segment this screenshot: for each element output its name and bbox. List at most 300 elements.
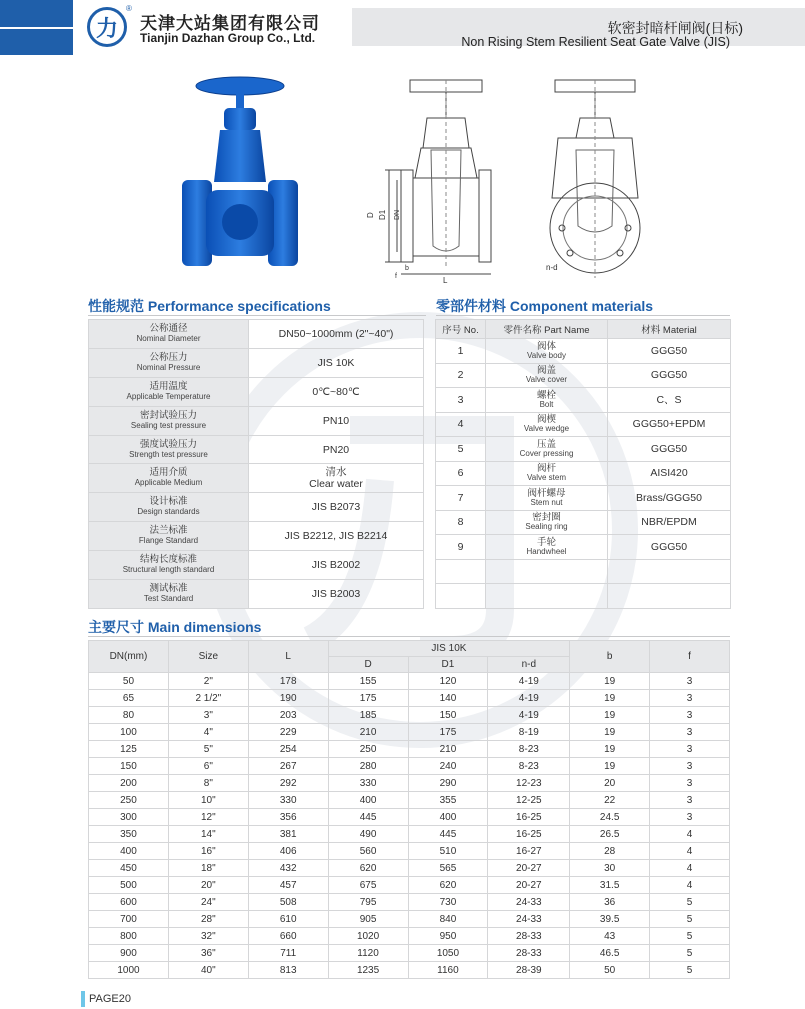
dimension-cell: 32" xyxy=(168,928,248,945)
dimension-cell: 16" xyxy=(168,843,248,860)
dimension-cell: 175 xyxy=(328,690,408,707)
dimension-cell: 50 xyxy=(570,962,650,979)
dimension-cell: 500 xyxy=(89,877,169,894)
dimensions-table xyxy=(88,640,730,979)
component-part xyxy=(486,510,608,535)
header-dn: DN(mm) xyxy=(89,641,169,673)
dimension-cell: 8-19 xyxy=(488,724,570,741)
dimension-row xyxy=(89,775,730,792)
spec-label xyxy=(89,551,249,580)
dimension-cell: 10" xyxy=(168,792,248,809)
dimension-cell: 565 xyxy=(408,860,488,877)
dimension-cell: 8-23 xyxy=(488,741,570,758)
component-material: GGG50 xyxy=(608,339,731,364)
spec-value xyxy=(249,348,424,377)
dimension-cell: 120 xyxy=(408,673,488,690)
dimension-cell: 711 xyxy=(248,945,328,962)
dimension-cell: 290 xyxy=(408,775,488,792)
performance-row xyxy=(89,551,424,580)
dimension-cell: 140 xyxy=(408,690,488,707)
dimension-cell: 5 xyxy=(650,962,730,979)
dimension-cell: 700 xyxy=(89,911,169,928)
dimension-cell: 5 xyxy=(650,911,730,928)
dimension-cell: 620 xyxy=(328,860,408,877)
dimension-cell: 19 xyxy=(570,741,650,758)
spec-label-en: Applicable Temperature xyxy=(126,391,211,401)
component-material: NBR/EPDM xyxy=(608,510,731,535)
spec-label-cn: 设计标准 xyxy=(149,496,188,508)
dimension-cell: 20 xyxy=(570,775,650,792)
dimension-cell: 5 xyxy=(650,894,730,911)
component-part xyxy=(486,584,608,609)
dimension-cell: 3 xyxy=(650,707,730,724)
dimension-cell: 356 xyxy=(248,809,328,826)
spec-value-text: DN50~1000mm (2"~40") xyxy=(278,327,394,340)
component-part-cn: 压盖 xyxy=(536,438,556,450)
components-rule xyxy=(436,315,730,316)
dimension-cell: 254 xyxy=(248,741,328,758)
dimension-row xyxy=(89,707,730,724)
dimension-cell: 4" xyxy=(168,724,248,741)
dimension-cell: 355 xyxy=(408,792,488,809)
dimension-cell: 3 xyxy=(650,741,730,758)
dimension-cell: 43 xyxy=(570,928,650,945)
component-part xyxy=(486,486,608,511)
company-logo: 力 xyxy=(87,7,127,47)
dimension-cell: 28-33 xyxy=(488,945,570,962)
dimension-cell: 31.5 xyxy=(570,877,650,894)
dimension-cell: 19 xyxy=(570,673,650,690)
dimension-cell: 3 xyxy=(650,673,730,690)
spec-value xyxy=(249,377,424,406)
component-part xyxy=(486,363,608,388)
dimension-cell: 508 xyxy=(248,894,328,911)
component-no: 2 xyxy=(436,363,486,388)
dimension-cell: 20" xyxy=(168,877,248,894)
dimension-cell: 22 xyxy=(570,792,650,809)
component-part-cn: 阀杆 xyxy=(536,463,556,475)
spec-label xyxy=(89,435,249,464)
performance-row xyxy=(89,522,424,551)
header-D1: D1 xyxy=(408,657,488,673)
product-title-cn: 软密封暗杆闸阀(日标) xyxy=(607,20,743,36)
spec-label-cn: 结构长度标准 xyxy=(139,554,197,566)
dimension-cell: 900 xyxy=(89,945,169,962)
performance-row xyxy=(89,464,424,493)
component-part xyxy=(486,388,608,413)
spec-value xyxy=(249,493,424,522)
spec-label-cn: 法兰标准 xyxy=(149,525,188,537)
dimension-cell: 240 xyxy=(408,758,488,775)
dimension-cell: 730 xyxy=(408,894,488,911)
dimension-row xyxy=(89,860,730,877)
dimension-row xyxy=(89,673,730,690)
dimension-cell: 330 xyxy=(328,775,408,792)
spec-value xyxy=(249,406,424,435)
dimension-cell: 3" xyxy=(168,707,248,724)
dimension-cell: 24.5 xyxy=(570,809,650,826)
dimension-cell: 400 xyxy=(89,843,169,860)
dimension-cell: 3 xyxy=(650,724,730,741)
component-part-en: Sealing ring xyxy=(525,522,568,532)
dimension-cell: 210 xyxy=(328,724,408,741)
component-row xyxy=(436,339,731,364)
component-material: C、S xyxy=(608,388,731,413)
dimension-cell: 610 xyxy=(248,911,328,928)
spec-label xyxy=(89,493,249,522)
dimension-cell: 510 xyxy=(408,843,488,860)
dimension-cell: 560 xyxy=(328,843,408,860)
dimension-row xyxy=(89,724,730,741)
header-size: Size xyxy=(168,641,248,673)
dimension-cell: 1000 xyxy=(89,962,169,979)
spec-label-en: Flange Standard xyxy=(138,536,199,546)
dimension-cell: 18" xyxy=(168,860,248,877)
dimension-cell: 14" xyxy=(168,826,248,843)
spec-label-cn: 强度试验压力 xyxy=(139,438,197,450)
dimensions-rule xyxy=(88,636,730,637)
spec-value xyxy=(249,435,424,464)
dimension-cell: 800 xyxy=(89,928,169,945)
dimension-cell: 4 xyxy=(650,860,730,877)
dimension-cell: 5" xyxy=(168,741,248,758)
dimension-cell: 24" xyxy=(168,894,248,911)
component-part-en: Valve cover xyxy=(525,375,568,385)
component-no: 4 xyxy=(436,412,486,437)
spec-label xyxy=(89,464,249,493)
dimension-cell: 2 1/2" xyxy=(168,690,248,707)
component-row xyxy=(436,535,731,560)
dimension-cell: 178 xyxy=(248,673,328,690)
dimension-cell: 950 xyxy=(408,928,488,945)
dimension-cell: 445 xyxy=(328,809,408,826)
valve-product-image xyxy=(180,72,300,282)
dimension-cell: 400 xyxy=(408,809,488,826)
spec-value-text: JIS B2212, JIS B2214 xyxy=(284,530,388,543)
spec-label xyxy=(89,522,249,551)
component-no: 6 xyxy=(436,461,486,486)
header-f: f xyxy=(650,641,730,673)
dimensions-section-title: 主要尺寸 Main dimensions xyxy=(88,619,262,635)
spec-label-en: Applicable Medium xyxy=(134,478,203,488)
dimension-cell: 28-39 xyxy=(488,962,570,979)
spec-label xyxy=(89,406,249,435)
registered-mark: ® xyxy=(126,4,132,13)
component-no: 7 xyxy=(436,486,486,511)
dimension-row xyxy=(89,843,730,860)
dimension-cell: 210 xyxy=(408,741,488,758)
performance-row xyxy=(89,493,424,522)
valve-section-drawing xyxy=(365,78,515,288)
dimension-cell: 28-33 xyxy=(488,928,570,945)
components-header-row xyxy=(436,320,731,339)
dimension-cell: 330 xyxy=(248,792,328,809)
dimension-cell: 155 xyxy=(328,673,408,690)
spec-label xyxy=(89,377,249,406)
dimension-cell: 46.5 xyxy=(570,945,650,962)
dimension-cell: 24-33 xyxy=(488,911,570,928)
dimension-cell: 39.5 xyxy=(570,911,650,928)
dimension-cell: 24-33 xyxy=(488,894,570,911)
header-no: 序号 No. xyxy=(436,320,486,339)
component-material xyxy=(608,584,731,609)
dimension-cell: 36 xyxy=(570,894,650,911)
header-material: 材料 Material xyxy=(608,320,731,339)
page-marker xyxy=(81,991,85,1007)
dimension-cell: 267 xyxy=(248,758,328,775)
dimension-cell: 840 xyxy=(408,911,488,928)
spec-label-cn: 公称压力 xyxy=(149,351,188,363)
dimension-row xyxy=(89,945,730,962)
dimension-cell: 4-19 xyxy=(488,690,570,707)
dimension-cell: 16-27 xyxy=(488,843,570,860)
spec-value xyxy=(249,320,424,349)
component-part-cn: 密封圈 xyxy=(532,512,561,524)
performance-rule xyxy=(88,315,426,316)
header-nd: n-d xyxy=(488,657,570,673)
component-row xyxy=(436,510,731,535)
component-material: GGG50 xyxy=(608,363,731,388)
component-part-cn: 手轮 xyxy=(536,536,556,548)
dimension-cell: 1160 xyxy=(408,962,488,979)
dimension-cell: 660 xyxy=(248,928,328,945)
dimension-cell: 65 xyxy=(89,690,169,707)
component-part xyxy=(486,437,608,462)
component-material: GGG50+EPDM xyxy=(608,412,731,437)
dimension-cell: 80 xyxy=(89,707,169,724)
component-material: AISI420 xyxy=(608,461,731,486)
dimension-cell: 5 xyxy=(650,928,730,945)
title-bar xyxy=(352,8,805,49)
dimension-cell: 795 xyxy=(328,894,408,911)
dimension-row xyxy=(89,962,730,979)
valve-cutaway-drawing xyxy=(540,78,650,283)
product-title-en: Non Rising Stem Resilient Seat Gate Valve (JIS) xyxy=(461,35,730,49)
component-part-cn: 阀楔 xyxy=(536,414,556,426)
spec-value-text: JIS B2003 xyxy=(311,587,361,600)
component-part-cn: 阀盖 xyxy=(536,365,556,377)
component-material: GGG50 xyxy=(608,535,731,560)
component-part xyxy=(486,339,608,364)
dimension-cell: 350 xyxy=(89,826,169,843)
dimension-cell: 1235 xyxy=(328,962,408,979)
company-name-en: Tianjin Dazhan Group Co., Ltd. xyxy=(140,31,316,45)
components-section-title: 零部件材料 Component materials xyxy=(436,298,654,314)
performance-table xyxy=(88,319,424,609)
spec-label-cn: 适用温度 xyxy=(149,380,188,392)
component-part xyxy=(486,535,608,560)
component-part-cn: 螺栓 xyxy=(536,389,556,401)
spec-value-text: JIS B2073 xyxy=(311,501,361,514)
dimension-cell: 1050 xyxy=(408,945,488,962)
dimension-cell: 432 xyxy=(248,860,328,877)
dimension-cell: 19 xyxy=(570,724,650,741)
dimension-cell: 457 xyxy=(248,877,328,894)
header-part: 零件名称 Part Name xyxy=(486,320,608,339)
component-part xyxy=(486,559,608,584)
component-row xyxy=(436,559,731,584)
dimension-cell: 20-27 xyxy=(488,877,570,894)
dimension-cell: 4 xyxy=(650,843,730,860)
dimension-cell: 675 xyxy=(328,877,408,894)
component-no: 8 xyxy=(436,510,486,535)
dimension-cell: 2" xyxy=(168,673,248,690)
dimension-cell: 400 xyxy=(328,792,408,809)
component-part-en: Valve stem xyxy=(527,473,566,483)
dimension-cell: 1020 xyxy=(328,928,408,945)
component-no: 9 xyxy=(436,535,486,560)
dimension-cell: 3 xyxy=(650,809,730,826)
component-part-en: Valve wedge xyxy=(523,424,570,434)
dimension-cell: 12" xyxy=(168,809,248,826)
dimension-cell: 813 xyxy=(248,962,328,979)
component-no xyxy=(436,559,486,584)
dim-label-L: L xyxy=(443,276,448,285)
dimension-cell: 490 xyxy=(328,826,408,843)
spec-label-en: Sealing test pressure xyxy=(130,420,207,430)
dimension-cell: 600 xyxy=(89,894,169,911)
component-row xyxy=(436,388,731,413)
dimension-cell: 36" xyxy=(168,945,248,962)
dimension-row xyxy=(89,792,730,809)
dimension-cell: 12-23 xyxy=(488,775,570,792)
spec-value-text-2: Clear water xyxy=(309,478,363,491)
performance-row xyxy=(89,435,424,464)
component-part-en: Stem nut xyxy=(530,497,563,507)
spec-label-cn: 适用介质 xyxy=(149,467,188,479)
dimension-cell: 229 xyxy=(248,724,328,741)
dim-label-D1: D1 xyxy=(378,209,387,220)
dimension-row xyxy=(89,928,730,945)
performance-row xyxy=(89,406,424,435)
component-no xyxy=(436,584,486,609)
dimension-cell: 3 xyxy=(650,775,730,792)
dim-label-DN: DN xyxy=(394,209,401,220)
spec-value xyxy=(249,464,424,493)
spec-label-cn: 密封试验压力 xyxy=(139,409,197,421)
dimension-cell: 905 xyxy=(328,911,408,928)
dimension-cell: 4-19 xyxy=(488,673,570,690)
spec-value xyxy=(249,580,424,609)
spec-value-text: PN20 xyxy=(322,443,350,456)
dimension-cell: 300 xyxy=(89,809,169,826)
component-part-en: Valve body xyxy=(527,350,566,360)
spec-label xyxy=(89,580,249,609)
dimension-row xyxy=(89,877,730,894)
component-part-cn: 阀杆螺母 xyxy=(527,487,566,499)
dimension-cell: 280 xyxy=(328,758,408,775)
dimension-cell: 12-25 xyxy=(488,792,570,809)
dimension-cell: 620 xyxy=(408,877,488,894)
spec-value xyxy=(249,522,424,551)
dim-label-f: f xyxy=(395,273,397,280)
dimension-cell: 19 xyxy=(570,758,650,775)
dimension-cell: 190 xyxy=(248,690,328,707)
spec-label-en: Nominal Diameter xyxy=(136,333,201,343)
spec-label xyxy=(89,320,249,349)
component-material xyxy=(608,559,731,584)
dimension-cell: 200 xyxy=(89,775,169,792)
dimension-cell: 16-25 xyxy=(488,826,570,843)
component-part xyxy=(486,461,608,486)
dimension-cell: 20-27 xyxy=(488,860,570,877)
spec-label-en: Test Standard xyxy=(143,593,194,603)
spec-value-text: PN10 xyxy=(322,414,350,427)
dimension-cell: 250 xyxy=(328,741,408,758)
component-no: 3 xyxy=(436,388,486,413)
spec-label xyxy=(89,348,249,377)
dimension-row xyxy=(89,911,730,928)
components-table xyxy=(435,319,731,609)
dimension-row xyxy=(89,894,730,911)
dimension-cell: 406 xyxy=(248,843,328,860)
component-part-en: Cover pressing xyxy=(519,448,574,458)
performance-row xyxy=(89,580,424,609)
dimension-cell: 26.5 xyxy=(570,826,650,843)
dimension-cell: 28 xyxy=(570,843,650,860)
dimension-cell: 100 xyxy=(89,724,169,741)
performance-row xyxy=(89,320,424,349)
component-row xyxy=(436,486,731,511)
component-row xyxy=(436,437,731,462)
component-part-en: Handwheel xyxy=(526,546,567,556)
dimension-cell: 19 xyxy=(570,707,650,724)
dimension-cell: 28" xyxy=(168,911,248,928)
component-row xyxy=(436,363,731,388)
component-material: Brass/GGG50 xyxy=(608,486,731,511)
spec-label-en: Design standards xyxy=(137,507,200,517)
dimension-cell: 445 xyxy=(408,826,488,843)
dim-label-b: b xyxy=(405,265,409,272)
spec-label-en: Nominal Pressure xyxy=(136,362,201,372)
spec-value-text: JIS B2002 xyxy=(311,559,361,572)
component-material: GGG50 xyxy=(608,437,731,462)
dimension-cell: 203 xyxy=(248,707,328,724)
component-row xyxy=(436,584,731,609)
dim-label-D: D xyxy=(366,212,375,218)
header-D: D xyxy=(328,657,408,673)
spec-label-cn: 公称通径 xyxy=(149,322,188,334)
spec-value-text: JIS 10K xyxy=(317,356,355,369)
dimension-cell: 185 xyxy=(328,707,408,724)
component-part-cn: 阀体 xyxy=(536,340,556,352)
dimension-cell: 50 xyxy=(89,673,169,690)
dimension-cell: 3 xyxy=(650,792,730,809)
spec-value-text: 0℃~80℃ xyxy=(312,385,360,398)
dimension-cell: 450 xyxy=(89,860,169,877)
performance-section-title: 性能规范 Performance specifications xyxy=(88,298,331,314)
dimension-cell: 3 xyxy=(650,758,730,775)
dimension-cell: 19 xyxy=(570,690,650,707)
dimension-cell: 3 xyxy=(650,690,730,707)
spec-value-text: 清水 xyxy=(325,466,347,479)
dimension-cell: 40" xyxy=(168,962,248,979)
component-no: 5 xyxy=(436,437,486,462)
header-L: L xyxy=(248,641,328,673)
dimension-row xyxy=(89,741,730,758)
component-row xyxy=(436,412,731,437)
header-jis10k: JIS 10K xyxy=(328,641,570,657)
dimension-cell: 292 xyxy=(248,775,328,792)
dimension-cell: 1120 xyxy=(328,945,408,962)
dim-label-nd: n-d xyxy=(546,263,558,272)
dimension-cell: 150 xyxy=(408,707,488,724)
dimension-cell: 6" xyxy=(168,758,248,775)
page-number: PAGE20 xyxy=(89,993,131,1005)
dimension-row xyxy=(89,758,730,775)
dimension-cell: 8" xyxy=(168,775,248,792)
dimension-cell: 16-25 xyxy=(488,809,570,826)
